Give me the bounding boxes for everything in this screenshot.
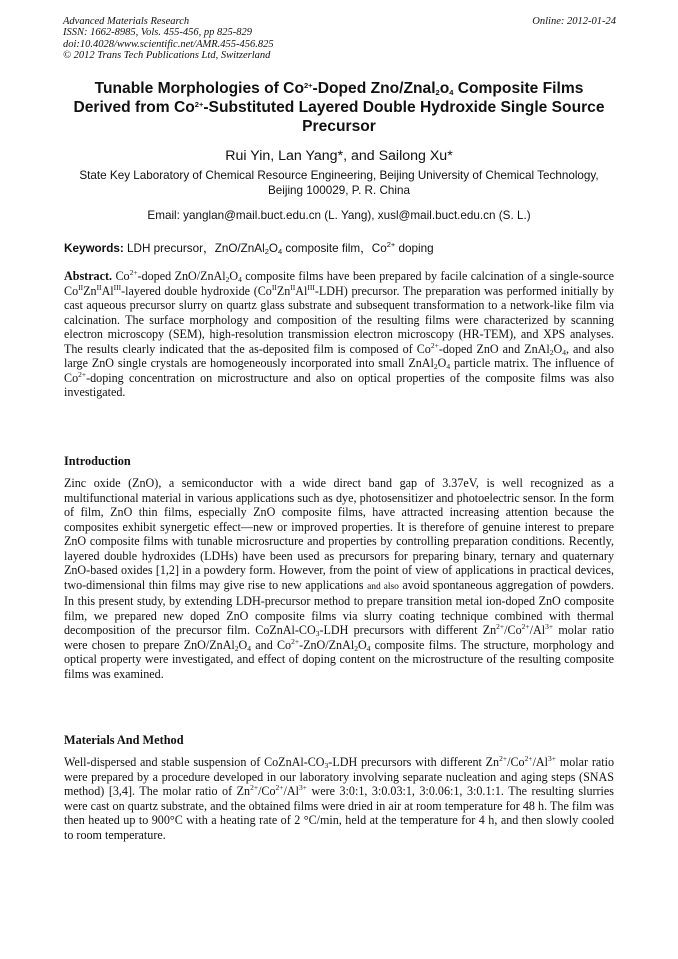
intro-text: -ZnO/ZnAl <box>299 637 355 652</box>
abstract-text: particle matrix. The influence of Co <box>64 356 614 385</box>
doi-line: doi:10.4028/www.scientific.net/AMR.455-456.825 <box>63 38 274 50</box>
abstract-text: -doped ZnO and ZnAl <box>438 341 550 356</box>
keyword-sub: 2 <box>264 247 269 256</box>
abstract-sub: 2 <box>225 275 230 284</box>
abstract-text: O <box>229 269 239 283</box>
abstract-sup: II <box>290 282 296 292</box>
intro-text: composite films. The structure, morphology and optical property were investigated, and effect of doping content on the microstructure of the resulting composite films was examined. <box>64 637 615 681</box>
materials-text: /Al <box>532 755 549 769</box>
keywords-label: Keywords: <box>64 242 124 255</box>
abstract-paragraph <box>64 269 614 400</box>
abstract-sup: II <box>271 282 277 292</box>
intro-sup: 3+ <box>545 622 554 631</box>
abstract-sub: 2 <box>549 347 554 357</box>
intro-text: /Al <box>529 623 546 637</box>
abstract-sub: 2 <box>433 362 438 371</box>
abstract-sup: 2+ <box>129 268 138 277</box>
intro-small-text: and also <box>367 581 399 592</box>
materials-heading: Materials And Method <box>64 733 184 747</box>
abstract-sup: II <box>78 282 84 292</box>
abstract-sup: 2+ <box>78 369 87 379</box>
paper-title <box>50 79 628 136</box>
intro-sup: 2+ <box>496 622 505 631</box>
title-text: Composite Films <box>453 80 584 97</box>
keyword-text: composite film，Co <box>282 242 387 255</box>
abstract-text: -doping concentration on microstructure and also on optical properties of the composite films was also investigated. <box>64 370 614 399</box>
online-date: Online: 2012-01-24 <box>532 16 616 27</box>
keyword-sub: 4 <box>277 247 283 256</box>
abstract-sup: 2+ <box>430 340 439 350</box>
title-sup: 2+ <box>194 100 204 109</box>
abstract-text: Al <box>101 283 114 298</box>
materials-text: /Co <box>507 755 525 769</box>
abstract-sup: III <box>307 282 315 292</box>
title-text: Tunable Morphologies of Co <box>94 80 304 97</box>
abstract-text: O <box>437 356 447 370</box>
intro-sub: 4 <box>366 643 371 653</box>
materials-text: /Co <box>258 784 276 798</box>
materials-sup: 3+ <box>299 783 307 792</box>
intro-text: /Co <box>504 623 522 637</box>
abstract-sup: III <box>113 282 122 292</box>
abstract-text: Al <box>295 283 308 298</box>
materials-text: Well-dispersed and stable suspension of CoZnAl-CO <box>64 755 325 769</box>
materials-sup: 2+ <box>250 783 259 792</box>
title-text: o <box>439 80 450 97</box>
abstract-sub: 4 <box>562 347 566 357</box>
author-list: Rui Yin, Lan Yang*, and Sailong Xu* <box>225 148 453 164</box>
abstract-text: Zn <box>83 283 97 298</box>
intro-text: molar ratio were chosen to prepare ZnO/ZnAl <box>64 623 614 652</box>
intro-text: Zinc oxide (ZnO), a semiconductor with a wide direct band gap of 3.37eV, is well recognized as a multifunctional material in various applications such as dye, photosensitizer and photoelectric sensor. In the form of film, ZnO thin films, especially ZnO composite films, have attracted increasing attention because the composites exhibit synergetic effect—new or improved properties. It is therefore of genuine interest to prepare ZnO composite films with tunable microsructure and properties by controlling preparation conditions. Recently, layered double hydroxides (LDHs) have been used as precursors for preparing binary, ternary and quaternary ZnO-based oxides [1,2] in a powdery form. However, from the point of view of applications in practical devices, two-dimensional thin films may give rise to new applications <box>64 476 614 592</box>
abstract-text: -doped ZnO/ZnAl <box>137 269 226 283</box>
keyword-text: O <box>268 242 278 255</box>
affiliation-line: Beijing 100029, P. R. China <box>267 184 411 197</box>
issn-line: ISSN: 1662-8985, Vols. 455-456, pp 825-829 <box>63 27 252 39</box>
abstract-label: Abstract. <box>64 269 113 283</box>
intro-sup: 2+ <box>521 622 530 631</box>
title-text: Derived from Co <box>73 99 195 116</box>
materials-sup: 2+ <box>524 754 533 763</box>
abstract-sub: 4 <box>238 275 242 284</box>
keyword-sup: 2+ <box>386 240 396 249</box>
materials-text: -LDH precursors with different Zn <box>328 755 500 769</box>
materials-sup: 2+ <box>275 783 284 792</box>
journal-name: Advanced Materials Research <box>63 16 190 27</box>
title-text: -Doped Zno/Znal <box>312 80 436 97</box>
materials-sup: 2+ <box>499 754 508 763</box>
abstract-text: , and also large ZnO single crystals are homogeneously incorporated into small ZnAl <box>64 341 615 370</box>
keywords <box>64 240 434 256</box>
journal-header <box>63 16 616 61</box>
intro-sub: 2 <box>234 643 239 653</box>
intro-text: O <box>238 637 248 652</box>
title-sup: 2+ <box>303 81 313 90</box>
intro-text: -LDH precursors with different Zn <box>319 623 497 637</box>
introduction-heading: Introduction <box>64 454 131 468</box>
keyword-text: doping <box>395 242 434 255</box>
title-sub: 4 <box>449 88 454 97</box>
abstract-text: -LDH) precursor. The preparation was performed initially by cast aqueous precursor slurry on quartz glass substrate and subsequent transformation to a network-like film via calcination. The surface morphology and composition of the resulting films were characterized by scanning electron microscopy (SEM), high-resolution transmission electron microscopy (HR-TEM), and XPS analyses. The results clearly indicated that the as-deposited film is composed of Co <box>64 283 614 356</box>
title-text: -Substituted Layered Double Hydroxide Single Source Precursor <box>203 99 605 135</box>
materials-text: /Al <box>283 784 299 798</box>
abstract-sub: 4 <box>446 362 451 371</box>
abstract-text: composite films have been prepared by facile calcination of a single-source Co <box>64 269 615 298</box>
email-line: Email: yanglan@mail.buct.edu.cn (L. Yang), xusl@mail.buct.edu.cn (S. L.) <box>147 209 531 222</box>
materials-sup: 3+ <box>548 754 557 763</box>
abstract-text: O <box>553 341 563 356</box>
copyright-line: © 2012 Trans Tech Publications Ltd, Switzerland <box>63 49 271 61</box>
abstract-text: Zn <box>276 283 291 298</box>
affiliation-line: State Key Laboratory of Chemical Resource Engineering, Beijing University of Chemical Technology, <box>79 169 599 182</box>
materials-text: molar ratio were prepared by a procedure developed in our laboratory involving separate nucleation and aging steps (SNAS method) [3,4]. The molar ratio of Zn <box>64 755 614 798</box>
intro-sub: 2 <box>354 643 358 653</box>
intro-sup: 2+ <box>291 636 300 646</box>
intro-text: O <box>357 637 367 652</box>
affiliation <box>40 168 638 198</box>
abstract-text: Co <box>112 269 130 283</box>
title-sub: 2 <box>435 88 440 97</box>
abstract-text: -layered double hydroxide (Co <box>121 283 272 298</box>
materials-text: were 3:0:1, 3:0.03:1, 3:0.06:1, 3:0.1:1. The resulting slurries were cast on quartz substrate, and the obtained films were dried in air at room temperature for 48 h. The film was then heated up to 900°C with a heating rate of 2 °C/min, held at the temperature for 4 h, and then slowly cooled to room temperature. <box>64 784 614 842</box>
introduction-paragraph <box>64 476 614 681</box>
intro-text: and Co <box>251 637 292 652</box>
materials-paragraph <box>64 755 614 842</box>
intro-text: avoid spontaneous aggregation of powders. In this present study, by extending LDH-precursor method to prepare transition metal ion-doped ZnO composite film, we prepared new doped ZnO composite films via slurry coating technique combined with thermal decomposition of the precursor film. CoZnAl-CO <box>64 577 614 637</box>
intro-sub: 4 <box>247 643 252 653</box>
abstract-sup: II <box>96 282 102 292</box>
keyword-text: LDH precursor，ZnO/ZnAl <box>123 242 265 255</box>
intro-sub: 3 <box>315 629 320 638</box>
materials-sub: 3 <box>324 761 329 770</box>
